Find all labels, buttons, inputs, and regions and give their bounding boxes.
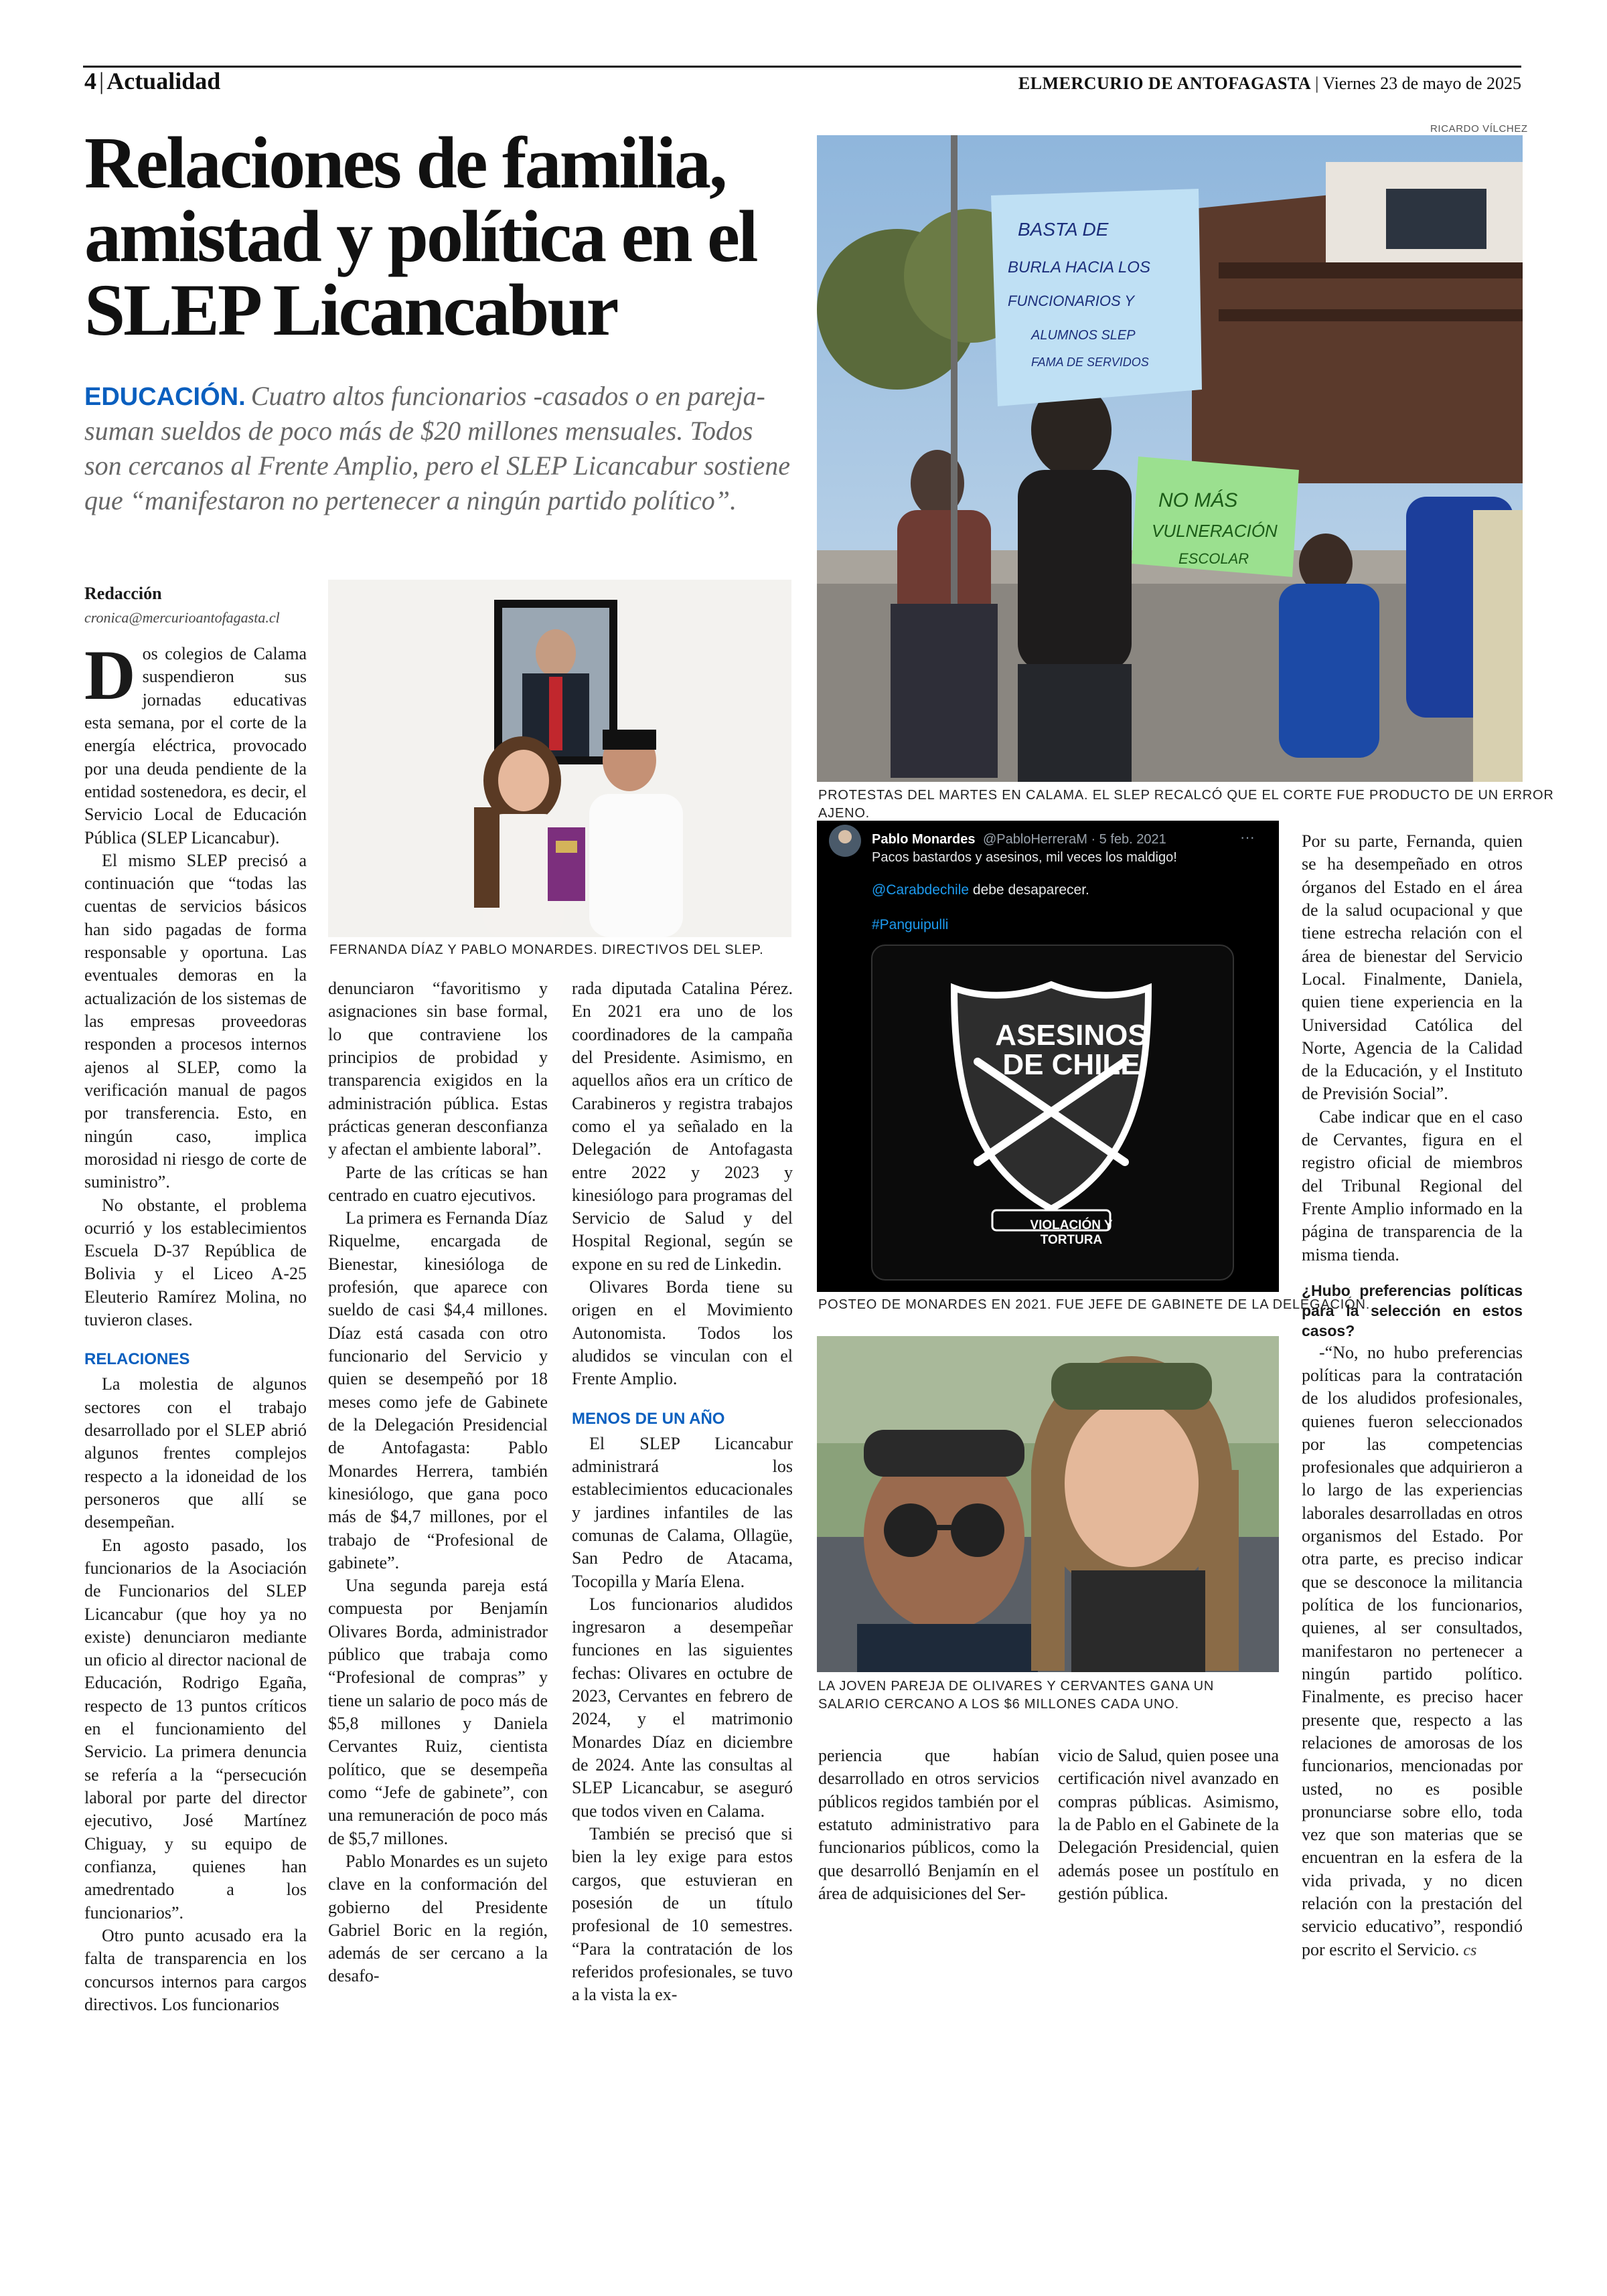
issue-date: Viernes 23 de mayo de 2025 (1322, 74, 1521, 93)
paragraph: denunciaron “favoritismo y asignaciones sin base formal, lo que contraviene los principios de probidad y transparencia exigidos en la administración pública. Estas prácticas generan desconfianza y afectan el ambiente laboral”. (328, 979, 548, 1159)
paragraph: Pablo Monardes es un sujeto clave en la conformación del gobierno del Presidente Gabriel Boric en la región, además de ser cercano a la desafo- (328, 1851, 548, 1986)
paragraph: El SLEP Licancabur administrará los establecimientos educacionales y jardines infantiles de las comunas de Calama, Ollagüe, San Pedro de Atacama, Tocopilla y María Elena. (572, 1433, 793, 1591)
paragraph: Los funcionarios aludidos ingresaron a desempeñar funciones en las siguientes fechas: Olivares en octubre de 2023, Cervantes en febrero de 2024, y el matrimonio Monardes Díaz en diciembre de 2024. Ante las consultas al SLEP Licancabur, se aseguró que todos viven en Calama. (572, 1594, 793, 1821)
svg-text:FAMA DE SERVIDOS: FAMA DE SERVIDOS (1031, 355, 1149, 369)
paragraph: Dos colegios de Calama suspendieron sus jornadas educativas esta semana, por el corte de la energía eléctrica, provocado por una deuda pendiente de la entidad sostenedora, es decir, el Servicio Local de Educación Pública (SLEP Licancabur). (84, 636, 307, 847)
paragraph: -“No, no hubo preferencias políticas para la contratación de los aludidos profesionales, quienes fueron seleccionados por las competencias profesionales que adquirieron a lo largo de las experiencias laborales desarrolladas en otros organismos del Estado. Por otra parte, es preciso indicar que se desconoce la militancia política de los funcionarios, quienes, al ser consultados, manifestaron no pertenecer a ningún partido político. Finalmente, es preciso hacer presente que, respecto a las relaciones de amorosas de los funcionarios, mencionadas por usted, no es posible pronunciarse sobre ello, toda vez que son materias que se encuentran en la esfera de la vida privada, y no dicen relación con la prestación del servicio educativo”, respondió por escrito el Servicio. cs (1302, 1342, 1523, 1959)
tweet-mention: @Carabdechile (872, 882, 970, 898)
paragraph: Parte de las críticas se han centrado en cuatro ejecutivos. (328, 1162, 548, 1205)
article-lede (84, 379, 794, 518)
interview-question: ¿Hubo preferencias políticas para la selección en estos casos? (1302, 1281, 1523, 1339)
paragraph: Otro punto acusado era la falta de transparencia en los concursos internos para cargos directivos. Los funcionarios (84, 1925, 307, 2014)
body-column-5 (1058, 1744, 1279, 1905)
tweet-mention-line (872, 882, 1089, 898)
body-column-3 (572, 977, 793, 2006)
body-column-6 (1302, 830, 1523, 1961)
paragraph: vicio de Salud, quien posee una certificación nivel avanzado en compras públicas. Asimismo, la de Pablo en el Gabinete de la Delegación Presidencial, quien además posee un postítulo en gestión pública. (1058, 1746, 1279, 1903)
paragraph: La molestia de algunos sectores con el trabajo desarrollado por el SLEP abrió algunos frentes complejos respecto a la idoneidad de los personeros que allí se desempeñan. (84, 1374, 307, 1532)
paragraph: No obstante, el problema ocurrió y los establecimientos Escuela D-37 República de Bolivia y el Liceo A-25 Eleuterio Ramírez Molina, no tuvieron clases. (84, 1195, 307, 1330)
lede-text: Cuatro altos funcionarios -casados o en pareja- suman sueldos de poco más de $20 millones mensuales. Todos son cercanos al Frente Amplio, pero el SLEP Licancabur sostiene que “manifestaron no pertenecer a ningún partido político”. (84, 381, 790, 515)
subheading-menos-de-un-ano: MENOS DE UN AÑO (572, 1409, 725, 1428)
protest-photo-caption: PROTESTAS DEL MARTES EN CALAMA. EL SLEP RECALCÓ QUE EL CORTE FUE PRODUCTO DE UN ERROR AJENO. (818, 788, 1554, 821)
office-photo (328, 580, 791, 937)
badge-footer: VIOLACIÓN Y TORTURA (1030, 1218, 1113, 1247)
body-column-2 (328, 977, 548, 1988)
page-number: 4 (84, 68, 96, 94)
page-section-label: 4 | Actualidad (84, 68, 221, 94)
couple-caption: LA JOVEN PAREJA DE OLIVARES Y CERVANTES GANA UN SALARIO CERCANO A LOS $6 MILLONES CADA UNO. (818, 1679, 1215, 1712)
header-rule (83, 66, 1521, 68)
couple-photo (817, 1336, 1279, 1672)
tweet-author-handle: @PabloHerreraM · 5 feb. 2021 (983, 832, 1166, 847)
protest-sign-text: BASTA DE (1018, 219, 1109, 240)
paragraph: Por su parte, Fernanda, quien se ha desempeñado en otros órganos del Estado en el área de la salud ocupacional y que tiene estrecha relación con el área de bienestar del Servicio Local. Finalmente, Daniela, quien tiene experiencia en la Universidad Católica del Norte, Agencia de la Calidad de la Educación, y el Instituto de Previsión Social”. (1302, 831, 1523, 1104)
tweet-hashtag: #Panguipulli (872, 917, 949, 932)
badge-title: ASESINOS DE CHILE (995, 1019, 1148, 1081)
byline-email: cronica@mercurioantofagasta.cl (84, 609, 280, 626)
masthead-line: ELMERCURIO DE ANTOFAGASTA | Viernes 23 de mayo de 2025 (1018, 74, 1521, 93)
paragraph: La primera es Fernanda Díaz Riquelme, encargada de Bienestar, kinesióloga de profesión, que aparece con sueldo de casi $4,4 millones. Díaz está casada con otro funcionario del Servicio y quien se desempeñó por 18 meses como jefe de Gabinete de la Delegación Presidencial de Antofagasta: Pablo Monardes Herrera, también kinesiólogo, que gana poco más de $4,7 millones, por el trabajo de “Profesional de gabinete”. (328, 1208, 548, 1572)
sunglasses-icon (884, 1503, 937, 1557)
svg-text:VULNERACIÓN: VULNERACIÓN (1152, 521, 1278, 541)
lede-kicker: EDUCACIÓN. (84, 383, 246, 411)
tweet-text: Pacos bastardos y asesinos, mil veces los maldigo! (872, 850, 1177, 865)
tweet-mention-rest: debe desaparecer. (969, 882, 1089, 898)
svg-text:ALUMNOS SLEP: ALUMNOS SLEP (1031, 328, 1136, 343)
paragraph: También se precisó que si bien la ley exige para estos cargos, que estuvieran en posesión de un título profesional de 10 semestres. “Para la contratación de los referidos profesionales, se tuvo a la vista la ex- (572, 1823, 793, 2005)
svg-text:···: ··· (1240, 829, 1255, 845)
body-column-1 (84, 636, 307, 2016)
svg-text:FUNCIONARIOS Y: FUNCIONARIOS Y (1008, 293, 1135, 309)
article-headline: Relaciones de familia, amistad y política en el SLEP Licancabur (84, 122, 757, 351)
paragraph: rada diputada Catalina Pérez. En 2021 era uno de los coordinadores de la campaña del Presidente. Asimismo, en aquellos años era un crítico de Carabineros y registra trabajos como el ya señalado en la Delegación de Antofagasta entre 2022 y 2023 y kinesiólogo para programas del Servicio de Salud y del Hospital Regional, según se expone en su red de Linkedin. (572, 979, 793, 1274)
drop-cap: D (84, 636, 136, 714)
protest-photo-credit: RICARDO VÍLCHEZ (1430, 123, 1528, 135)
newspaper-name: ELMERCURIO DE ANTOFAGASTA (1018, 74, 1312, 93)
body-column-4 (818, 1744, 1039, 1905)
end-mark: cs (1463, 1941, 1477, 1959)
protest-photo (817, 135, 1523, 782)
paragraph: Una segunda pareja está compuesta por Benjamín Olivares Borda, administrador público que trabaja como “Profesional de compras” y tiene un salario de poco más de $5,8 millones y Daniela Cervantes Ruiz, cientista político, que se desempeña como “Jefe de gabinete”, con una remuneración de poco más de $5,7 millones. (328, 1576, 548, 1848)
paragraph: El mismo SLEP precisó a continuación que “todas las cuentas de servicios básicos han sido pagadas de forma responsable y oportuna. Las eventuales demoras en la actualización de los sistemas de las empresas proveedoras responden a procesos internos ajenos al SLEP, como la verificación manual de pagos por transferencia. Esto, en ningún caso, implica morosidad ni riesgo de corte de suministro”. (84, 850, 307, 1192)
svg-text:NO MÁS: NO MÁS (1158, 489, 1238, 511)
svg-text:BURLA HACIA LOS: BURLA HACIA LOS (1008, 258, 1150, 276)
office-photo-caption: FERNANDA DÍAZ Y PABLO MONARDES. DIRECTIVOS DEL SLEP. (329, 942, 764, 957)
tweet-caption: POSTEO DE MONARDES EN 2021. FUE JEFE DE GABINETE DE LA DELEGACIÓN. (818, 1297, 1371, 1312)
section-name: Actualidad (106, 68, 221, 94)
subheading-relaciones: RELACIONES (84, 1350, 190, 1369)
paragraph: Olivares Borda tiene su origen en el Movimiento Autonomista. Todos los aludidos se vinculan con el Frente Amplio. (572, 1277, 793, 1389)
paragraph: periencia que habían desarrollado en otros servicios públicos regidos también por el estatuto administrativo para funcionarios públicos, como la que desarrolló Benjamín en el área de adquisiciones del Ser- (818, 1746, 1039, 1903)
tweet-author-name: Pablo Monardes (872, 832, 976, 847)
byline: Redacción (84, 584, 162, 603)
paragraph: Cabe indicar que en el caso de Cervantes, figura en el registro oficial de miembros del Tribunal Regional del Frente Amplio informado en la página de transparencia de la misma tienda. (1302, 1106, 1523, 1264)
svg-text:ESCOLAR: ESCOLAR (1178, 550, 1249, 567)
paragraph: En agosto pasado, los funcionarios de la Asociación de Funcionarios del SLEP Licancabur (que hoy ya no existe) denunciaron mediante un oficio al director nacional de Educación, Rodrigo Egaña, respecto de 13 puntos críticos en el funcionamiento del Servicio. La primera denuncia se refería a la “persecución laboral por parte del director ejecutivo, José Martínez Chiguay, y su equipo de confianza, quienes han amedrentado a los funcionarios”. (84, 1535, 307, 1922)
